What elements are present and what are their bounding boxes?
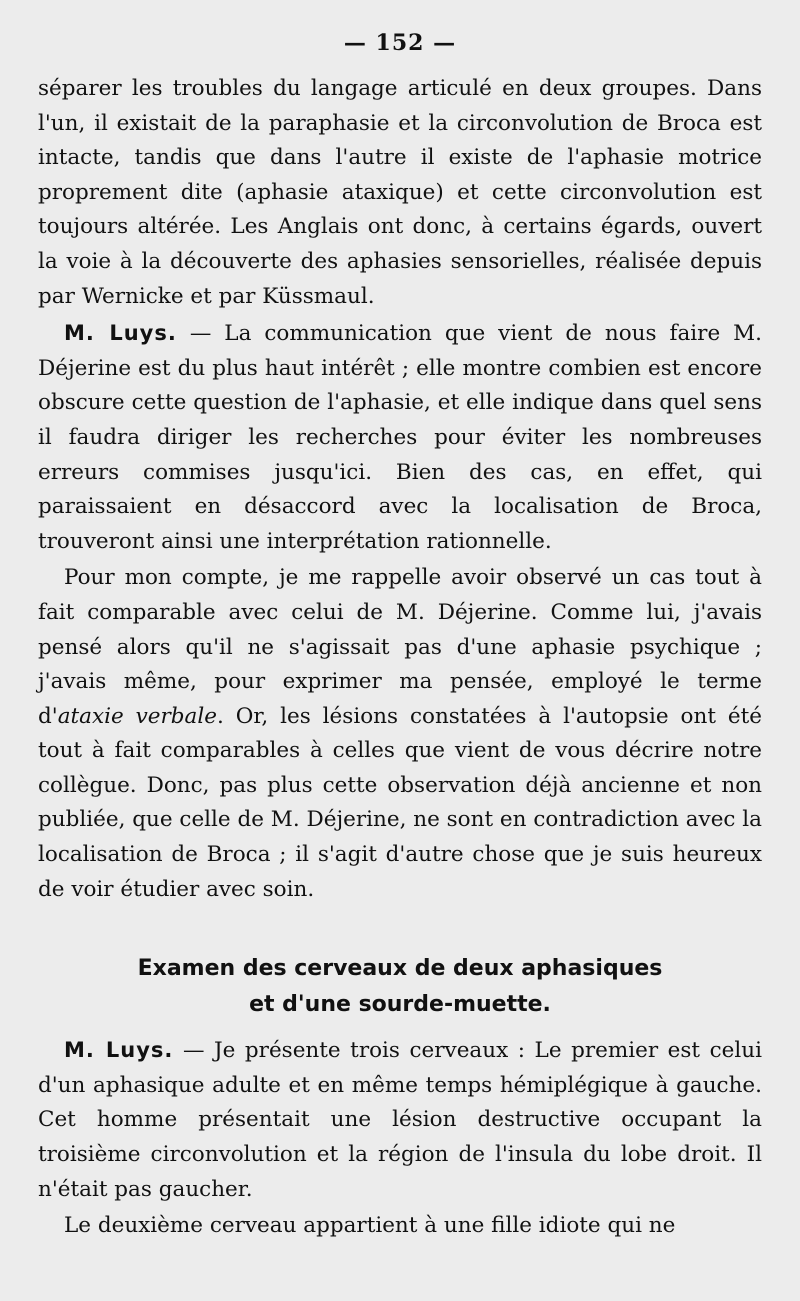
paragraph-3-text-after: . Or, les lésions constatées à l'autopsie ont été tout à fait comparables à celles que vient de vous décrire notre collègue. Donc, pas plus cette observation déjà ancienne et non publiée, que celle de M. Déjerine, ne sont en contradiction avec la localisation de Broca ; il s'agit d'autre chose que je suis heureux de voir étudier avec soin. <box>38 703 762 902</box>
section-title-line-1: Examen des cerveaux de deux aphasiques <box>137 956 663 982</box>
paragraph-3 <box>38 561 762 907</box>
paragraph-2-text: — La communication que vient de nous faire M. Déjerine est du plus haut intérêt ; elle montre combien est encore obscure cette question de l'aphasie, et elle indique dans quel sens il faudra diriger les recherches pour éviter les nombreuses erreurs commises jusqu'ici. Bien des cas, en effet, qui paraissaient en désaccord avec la localisation de Broca, trouveront ainsi une interprétation rationnelle. <box>38 321 763 554</box>
paragraph-3-text-before: Pour mon compte, je me rappelle avoir observé un cas tout à fait comparable avec celui de M. Déjerine. Comme lui, j'avais pensé alors qu'il ne s'agissait pas d'une aphasie psychique ; j'avais même, pour exprimer ma pensée, employé le terme d' <box>38 565 762 729</box>
paragraph-1: séparer les troubles du langage articulé en deux groupes. Dans l'un, il existait de la paraphasie et la circonvolution de Broca est intacte, tandis que dans l'autre il existe de l'aphasie motrice proprement dite (aphasie ataxique) et cette circonvolution est toujours altérée. Les Anglais ont donc, à certains égards, ouvert la voie à la découverte des aphasies sensorielles, réalisée depuis par Wernicke et par Küssmaul. <box>38 76 762 309</box>
section-title <box>38 951 762 1023</box>
page-number: — 152 — <box>343 30 457 56</box>
italic-term: ataxie verbale <box>57 703 217 729</box>
section-title-line-2: et d'une sourde-muette. <box>249 992 551 1018</box>
speaker-name: M. Luys. <box>64 321 177 346</box>
paragraph-2 <box>38 316 762 559</box>
paragraph-5: Le deuxième cerveau appartient à une fille idiote qui ne <box>64 1213 676 1239</box>
paragraph-4 <box>38 1033 762 1207</box>
speaker-name-2: M. Luys. <box>64 1038 174 1063</box>
paragraph-4-text: — Je présente trois cerveaux : Le premier est celui d'un aphasique adulte et en même temps hémiplégique à gauche. Cet homme présentait une lésion destructive occupant la troisième circonvolution et la région de l'insula du lobe droit. Il n'était pas gaucher. <box>38 1038 762 1202</box>
text-column <box>38 72 762 1244</box>
